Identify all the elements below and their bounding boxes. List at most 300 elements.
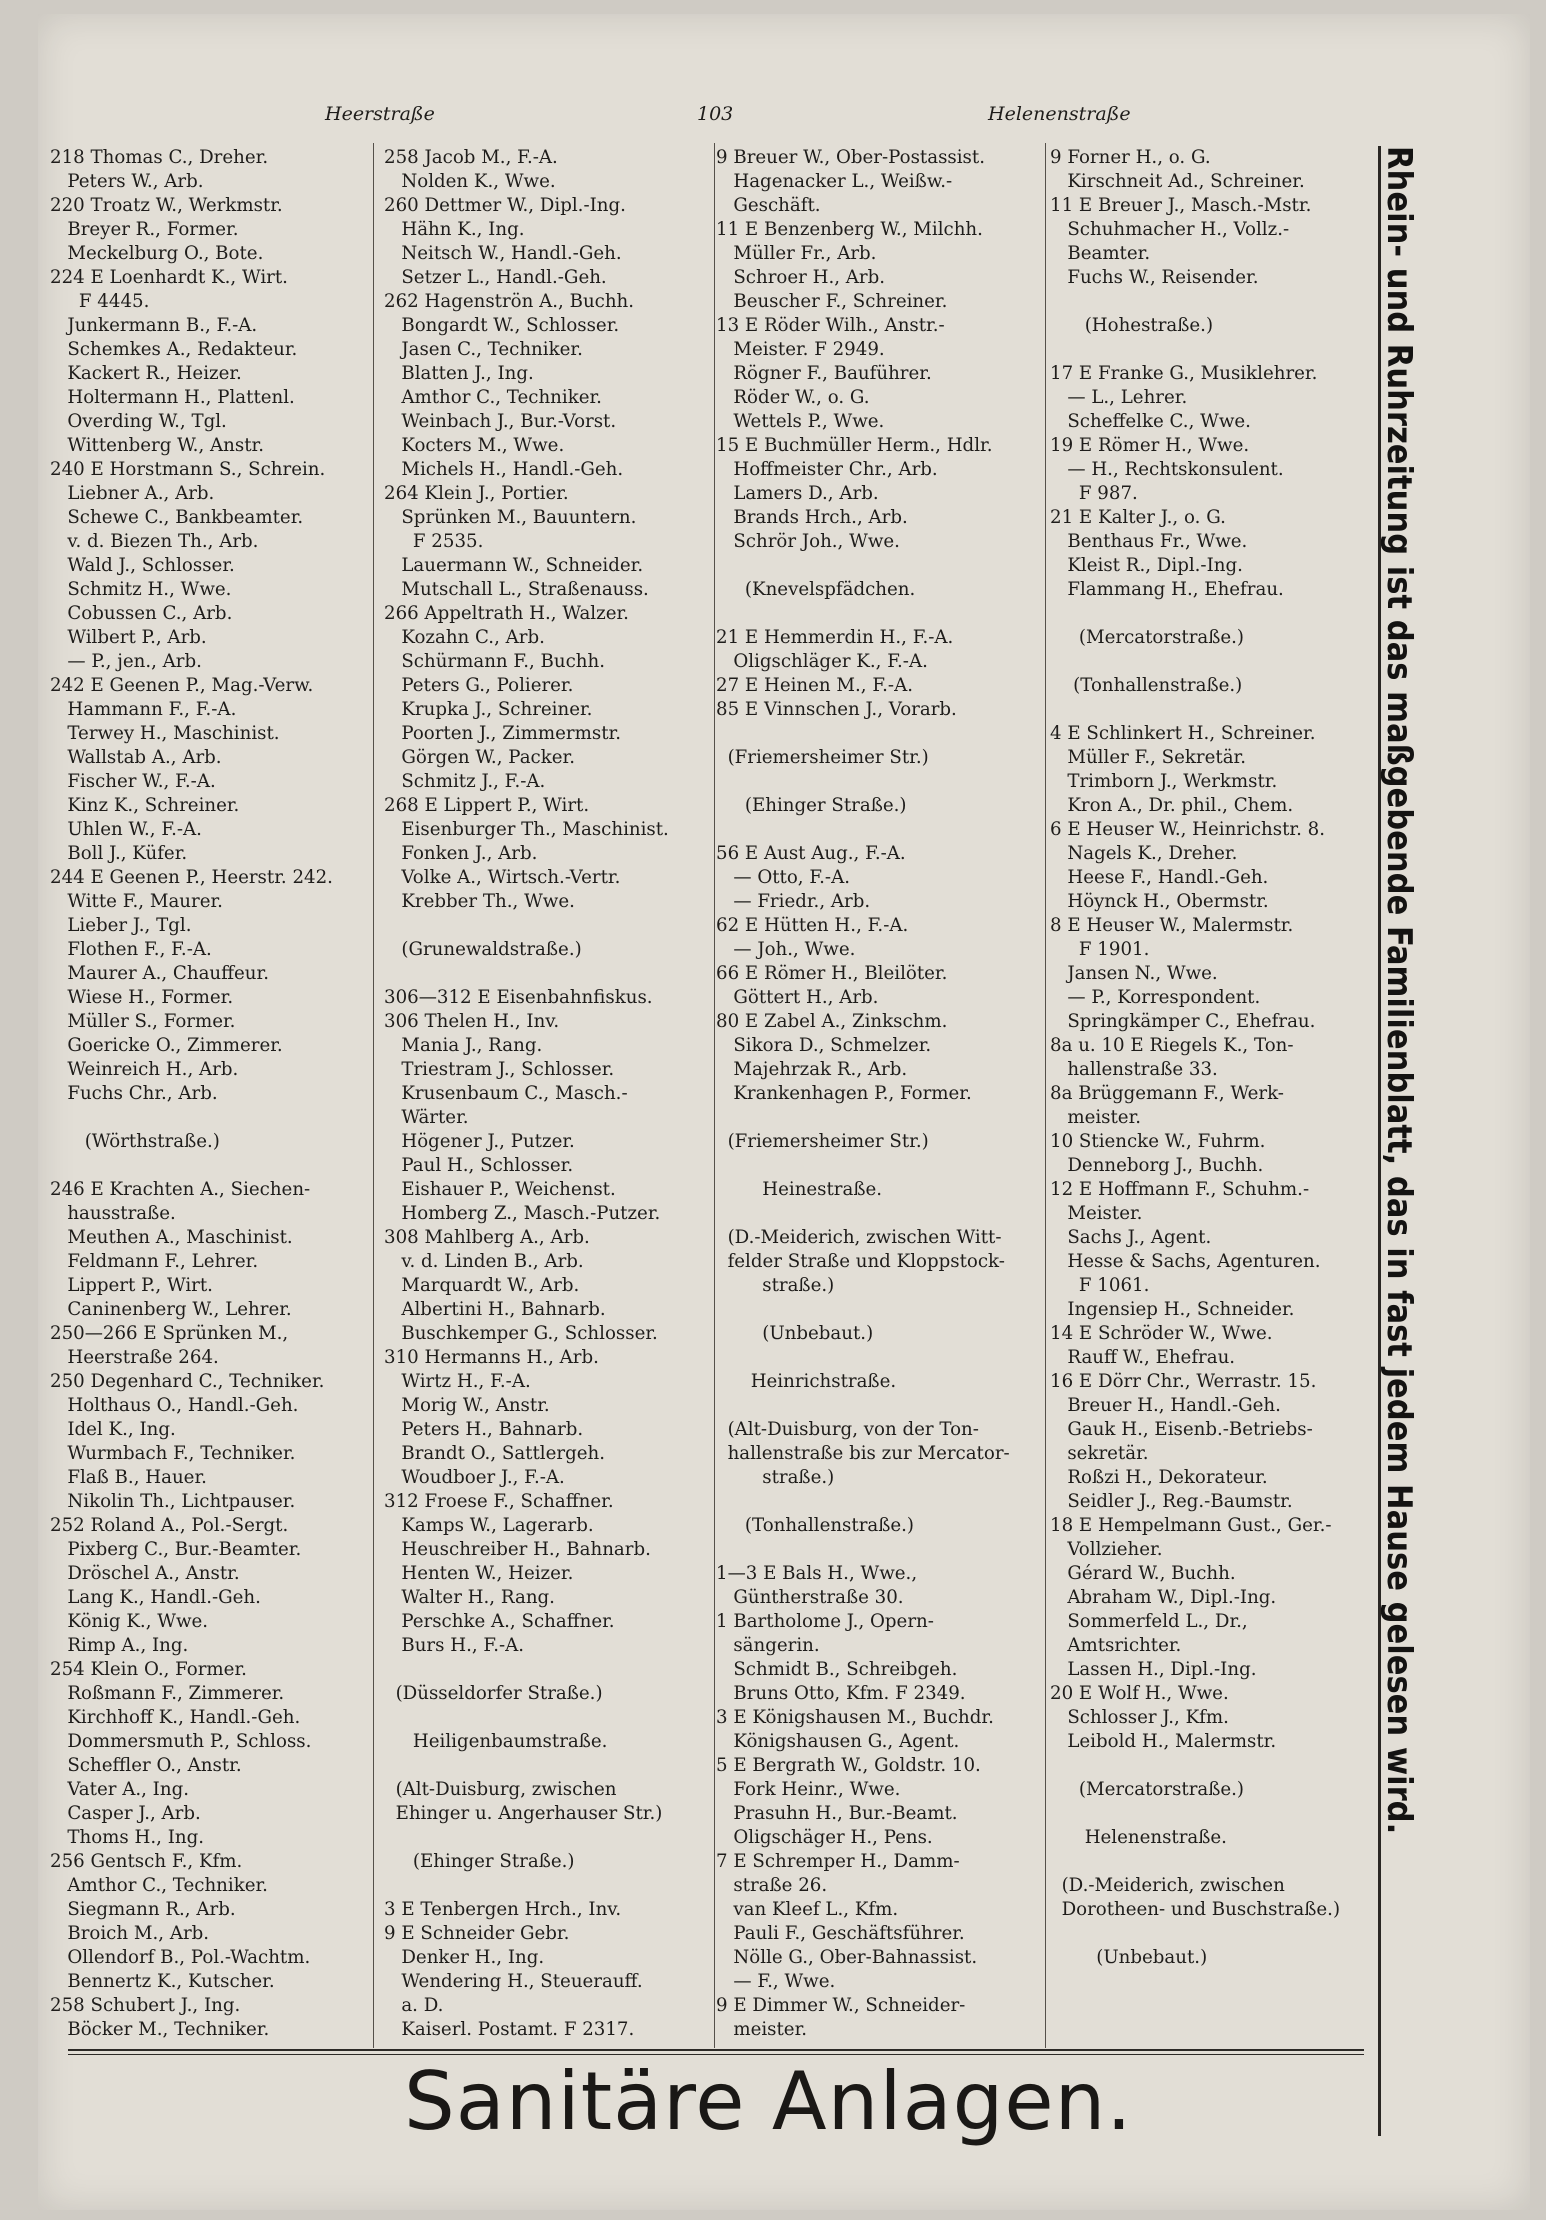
directory-line: Vollzieher. <box>1050 1539 1163 1560</box>
header-right-street: Helenenstraße <box>988 103 1131 125</box>
directory-line <box>716 818 1044 842</box>
directory-line: Heinestraße. <box>716 1179 883 1200</box>
directory-line: 224 E Loenhardt K., Wirt. <box>50 267 288 288</box>
directory-line: Weinbach J., Bur.-Vorst. <box>384 411 617 432</box>
directory-line: Rauff W., Ehefrau. <box>1050 1347 1236 1368</box>
directory-line: Heerstraße 264. <box>50 1347 219 1368</box>
directory-line: Schürmann F., Buchh. <box>384 651 606 672</box>
directory-line: Gérard W., Buchh. <box>1050 1563 1236 1584</box>
directory-line: Setzer L., Handl.-Geh. <box>384 267 607 288</box>
directory-line: Lippert P., Wirt. <box>50 1275 213 1296</box>
directory-line <box>716 1346 1044 1370</box>
directory-line: Breuer H., Handl.-Geh. <box>1050 1395 1281 1416</box>
directory-line: Fork Heinr., Wwe. <box>716 1779 901 1800</box>
directory-line: (Mercatorstraße.) <box>1050 1779 1245 1800</box>
directory-line: Majehrzak R., Arb. <box>716 1059 908 1080</box>
directory-line: sängerin. <box>716 1635 820 1656</box>
directory-line <box>1050 338 1378 362</box>
directory-line <box>384 962 712 986</box>
directory-line: Fischer W., F.-A. <box>50 771 216 792</box>
directory-line <box>716 1298 1044 1322</box>
directory-line: Casper J., Arb. <box>50 1803 201 1824</box>
column-1 <box>50 146 372 2042</box>
directory-line: 266 Appeltrath H., Walzer. <box>384 603 629 624</box>
directory-line: Müller Fr., Arb. <box>716 243 877 264</box>
directory-line: Nikolin Th., Lichtpauser. <box>50 1491 296 1512</box>
directory-line: Bruns Otto, Kfm. F 2349. <box>716 1683 966 1704</box>
vertical-advertisement: Rhein- und Ruhrzeitung ist das maßgebende Familienblatt, das in fast jedem Hause gelesen wird. <box>1379 146 1419 1835</box>
directory-line: Bennertz K., Kutscher. <box>50 1971 275 1992</box>
directory-line: 250 Degenhard C., Techniker. <box>50 1371 325 1392</box>
directory-line: Albertini H., Bahnarb. <box>384 1299 606 1320</box>
directory-line: 244 E Geenen P., Heerstr. 242. <box>50 867 333 888</box>
directory-line: Beamter. <box>1050 243 1151 264</box>
directory-line <box>1050 290 1378 314</box>
directory-line: — Friedr., Arb. <box>716 891 871 912</box>
directory-line: Benthaus Fr., Wwe. <box>1050 531 1248 552</box>
directory-line: Amthor C., Techniker. <box>50 1875 268 1896</box>
directory-line: Buschkemper G., Schlosser. <box>384 1323 658 1344</box>
directory-line: Müller F., Sekretär. <box>1050 747 1247 768</box>
directory-line: (Unbebaut.) <box>1050 1947 1208 1968</box>
directory-line: van Kleef L., Kfm. <box>716 1899 899 1920</box>
directory-line: Feldmann F., Lehrer. <box>50 1251 259 1272</box>
directory-line: Röder W., o. G. <box>716 387 870 408</box>
directory-line: Goericke O., Zimmerer. <box>50 1035 283 1056</box>
directory-line: Flothen F., F.-A. <box>50 939 212 960</box>
directory-line: Ehinger u. Angerhauser Str.) <box>384 1803 663 1824</box>
directory-line: Volke A., Wirtsch.-Vertr. <box>384 867 621 888</box>
directory-line: 66 E Römer H., Bleilöter. <box>716 963 948 984</box>
directory-line: 312 Froese F., Schaffner. <box>384 1491 614 1512</box>
directory-line: Sprünken M., Bauuntern. <box>384 507 637 528</box>
directory-line <box>384 1826 712 1850</box>
directory-line: Schrör Joh., Wwe. <box>716 531 900 552</box>
directory-line: Jasen C., Techniker. <box>384 339 583 360</box>
directory-line: Fuchs W., Reisender. <box>1050 267 1259 288</box>
directory-line: Wurmbach F., Techniker. <box>50 1443 296 1464</box>
directory-line: Junkermann B., F.-A. <box>50 315 258 336</box>
directory-line: Triestram J., Schlosser. <box>384 1059 615 1080</box>
directory-line: 11 E Benzenberg W., Milchh. <box>716 219 983 240</box>
directory-line: Kozahn C., Arb. <box>384 627 545 648</box>
directory-line <box>716 602 1044 626</box>
directory-line: Boll J., Küfer. <box>50 843 188 864</box>
directory-line: Eisenburger Th., Maschinist. <box>384 819 669 840</box>
directory-line: F 987. <box>1050 483 1138 504</box>
directory-line: Meister. F 2949. <box>716 339 885 360</box>
directory-line: Homberg Z., Masch.-Putzer. <box>384 1203 661 1224</box>
directory-line: Schuhmacher H., Vollz.- <box>1050 219 1290 240</box>
directory-line: 256 Gentsch F., Kfm. <box>50 1851 243 1872</box>
directory-line: 14 E Schröder W., Wwe. <box>1050 1323 1273 1344</box>
directory-line: straße.) <box>716 1275 835 1296</box>
directory-line: Kleist R., Dipl.-Ing. <box>1050 555 1243 576</box>
directory-line: Roßmann F., Zimmerer. <box>50 1683 285 1704</box>
directory-line: 258 Schubert J., Ing. <box>50 1995 241 2016</box>
directory-line: 254 Klein O., Former. <box>50 1659 247 1680</box>
header-left-street: Heerstraße <box>325 103 435 125</box>
directory-line: 8 E Heuser W., Malermstr. <box>1050 915 1294 936</box>
directory-line: Poorten J., Zimmermstr. <box>384 723 621 744</box>
directory-line: (Alt-Duisburg, zwischen <box>384 1779 617 1800</box>
directory-line: (Ehinger Straße.) <box>384 1851 575 1872</box>
directory-line: 258 Jacob M., F.-A. <box>384 147 558 168</box>
directory-line: 308 Mahlberg A., Arb. <box>384 1227 590 1248</box>
directory-line: (D.-Meiderich, zwischen <box>1050 1875 1285 1896</box>
directory-line: Wärter. <box>384 1107 469 1128</box>
directory-line: (Tonhallenstraße.) <box>1050 675 1243 696</box>
directory-line: Paul H., Schlosser. <box>384 1155 574 1176</box>
directory-line: Lassen H., Dipl.-Ing. <box>1050 1659 1257 1680</box>
directory-line: Sommerfeld L., Dr., <box>1050 1611 1248 1632</box>
directory-line: Heinrichstraße. <box>716 1371 897 1392</box>
directory-line: — P., jen., Arb. <box>50 651 202 672</box>
directory-line: Terwey H., Maschinist. <box>50 723 280 744</box>
directory-line <box>1050 1802 1378 1826</box>
directory-line <box>384 1706 712 1730</box>
directory-line: 27 E Heinen M., F.-A. <box>716 675 913 696</box>
directory-line: 21 E Hemmerdin H., F.-A. <box>716 627 954 648</box>
directory-line: Fonken J., Arb. <box>384 843 538 864</box>
directory-line <box>384 1874 712 1898</box>
directory-line: Idel K., Ing. <box>50 1419 176 1440</box>
directory-line: Dorotheen- und Buschstraße.) <box>1050 1899 1341 1920</box>
directory-line: Fuchs Chr., Arb. <box>50 1083 218 1104</box>
directory-line: Holthaus O., Handl.-Geh. <box>50 1395 299 1416</box>
directory-line: v. d. Linden B., Arb. <box>384 1251 584 1272</box>
directory-line: Springkämper C., Ehefrau. <box>1050 1011 1316 1032</box>
directory-line: Denker H., Ing. <box>384 1947 545 1968</box>
directory-line: Scheffelke C., Wwe. <box>1050 411 1251 432</box>
directory-line: Broich M., Arb. <box>50 1923 210 1944</box>
directory-line: sekretär. <box>1050 1443 1149 1464</box>
directory-line: 9 Breuer W., Ober-Postassist. <box>716 147 985 168</box>
directory-line: Maurer A., Chauffeur. <box>50 963 269 984</box>
directory-line: Breyer R., Former. <box>50 219 239 240</box>
directory-line: (Düsseldorfer Straße.) <box>384 1683 603 1704</box>
directory-line: Peters W., Arb. <box>50 171 204 192</box>
directory-line: 218 Thomas C., Dreher. <box>50 147 269 168</box>
directory-line: Krebber Th., Wwe. <box>384 891 575 912</box>
column-4 <box>1050 146 1378 1970</box>
directory-line: Schewe C., Bankbeamter. <box>50 507 304 528</box>
directory-line: 11 E Breuer J., Masch.-Mstr. <box>1050 195 1312 216</box>
directory-line: Oligschäger H., Pens. <box>716 1827 933 1848</box>
directory-line: Höynck H., Obermstr. <box>1050 891 1269 912</box>
directory-line: Siegmann R., Arb. <box>50 1899 236 1920</box>
directory-line: 250—266 E Sprünken M., <box>50 1323 289 1344</box>
directory-line: Denneborg J., Buchh. <box>1050 1155 1264 1176</box>
directory-line: 310 Hermanns H., Arb. <box>384 1347 599 1368</box>
directory-line: Bongardt W., Schlosser. <box>384 315 620 336</box>
directory-line: Wettels P., Wwe. <box>716 411 885 432</box>
directory-line: 240 E Horstmann S., Schrein. <box>50 459 326 480</box>
directory-line: 56 E Aust Aug., F.-A. <box>716 843 906 864</box>
directory-line <box>1050 650 1378 674</box>
directory-line <box>716 1490 1044 1514</box>
directory-line: Kaiserl. Postamt. F 2317. <box>384 2019 635 2040</box>
directory-line: straße.) <box>716 1467 835 1488</box>
directory-line: 20 E Wolf H., Wwe. <box>1050 1683 1229 1704</box>
directory-line: Prasuhn H., Bur.-Beamt. <box>716 1803 958 1824</box>
directory-line: (Friemersheimer Str.) <box>716 1131 929 1152</box>
directory-line: — F., Wwe. <box>716 1971 836 1992</box>
directory-line: 19 E Römer H., Wwe. <box>1050 435 1250 456</box>
directory-line: Wendering H., Steuerauff. <box>384 1971 643 1992</box>
column-3 <box>716 146 1044 2042</box>
directory-line <box>716 554 1044 578</box>
directory-line <box>716 1154 1044 1178</box>
directory-line: Heuschreiber H., Bahnarb. <box>384 1539 651 1560</box>
directory-line: Weinreich H., Arb. <box>50 1059 239 1080</box>
directory-line <box>384 914 712 938</box>
directory-line: 252 Roland A., Pol.-Sergt. <box>50 1515 289 1536</box>
directory-line: Ollendorf B., Pol.-Wachtm. <box>50 1947 311 1968</box>
directory-line: Thoms H., Ing. <box>50 1827 205 1848</box>
directory-line <box>384 1754 712 1778</box>
directory-line <box>716 1538 1044 1562</box>
directory-line: 7 E Schremper H., Damm- <box>716 1851 960 1872</box>
directory-line: 62 E Hütten H., F.-A. <box>716 915 909 936</box>
directory-line: 15 E Buchmüller Herm., Hdlr. <box>716 435 993 456</box>
directory-line: (Ehinger Straße.) <box>716 795 907 816</box>
directory-line: Böcker M., Techniker. <box>50 2019 270 2040</box>
directory-line: Mutschall L., Straßenauss. <box>384 579 649 600</box>
directory-line: meister. <box>716 2019 808 2040</box>
directory-line: (Friemersheimer Str.) <box>716 747 929 768</box>
directory-line <box>1050 602 1378 626</box>
directory-line: (Grunewaldstraße.) <box>384 939 582 960</box>
column-2 <box>384 146 712 2042</box>
directory-line: (Hohestraße.) <box>1050 315 1214 336</box>
directory-line: 9 E Schneider Gebr. <box>384 1923 570 1944</box>
directory-line: Högener J., Putzer. <box>384 1131 575 1152</box>
directory-line: Görgen W., Packer. <box>384 747 575 768</box>
directory-line: a. D. <box>384 1995 444 2016</box>
directory-line: Wittenberg W., Anstr. <box>50 435 264 456</box>
directory-line: 80 E Zabel A., Zinkschm. <box>716 1011 948 1032</box>
directory-line: (Tonhallenstraße.) <box>716 1515 915 1536</box>
directory-line: 260 Dettmer W., Dipl.-Ing. <box>384 195 626 216</box>
directory-line: 262 Hagenströn A., Buchh. <box>384 291 635 312</box>
directory-line: Schmidt B., Schreibgeh. <box>716 1659 958 1680</box>
directory-line: Geschäft. <box>716 195 821 216</box>
directory-line: Holtermann H., Plattenl. <box>50 387 295 408</box>
page-number: 103 <box>697 103 734 125</box>
directory-line: Sikora D., Schmelzer. <box>716 1035 932 1056</box>
directory-line: 220 Troatz W., Werkmstr. <box>50 195 283 216</box>
directory-line: Overding W., Tgl. <box>50 411 227 432</box>
directory-line: Brands Hrch., Arb. <box>716 507 908 528</box>
directory-line: 3 E Tenbergen Hrch., Inv. <box>384 1899 622 1920</box>
directory-line: 12 E Hoffmann F., Schuhm.- <box>1050 1179 1310 1200</box>
directory-line: Lieber J., Tgl. <box>50 915 192 936</box>
directory-line <box>384 1658 712 1682</box>
directory-line: Caninenberg W., Lehrer. <box>50 1299 292 1320</box>
directory-line: 21 E Kalter J., o. G. <box>1050 507 1226 528</box>
directory-line: Krupka J., Schreiner. <box>384 699 593 720</box>
directory-line: 9 Forner H., o. G. <box>1050 147 1211 168</box>
directory-line: 85 E Vinnschen J., Vorarb. <box>716 699 957 720</box>
directory-line: Wilbert P., Arb. <box>50 627 207 648</box>
directory-line: Helenenstraße. <box>1050 1827 1227 1848</box>
directory-line: Lang K., Handl.-Geh. <box>50 1587 261 1608</box>
directory-line: Kinz K., Schreiner. <box>50 795 240 816</box>
directory-line: Hoffmeister Chr., Arb. <box>716 459 938 480</box>
directory-line: Witte F., Maurer. <box>50 891 223 912</box>
directory-line: 306 Thelen H., Inv. <box>384 1011 560 1032</box>
directory-line: Meckelburg O., Bote. <box>50 243 264 264</box>
directory-line: 9 E Dimmer W., Schneider- <box>716 1995 966 2016</box>
directory-line: Schemkes A., Redakteur. <box>50 339 298 360</box>
directory-line: F 1061. <box>1050 1275 1150 1296</box>
directory-line: — Joh., Wwe. <box>716 939 856 960</box>
directory-line: Roßzi H., Dekorateur. <box>1050 1467 1268 1488</box>
directory-line: Flammang H., Ehefrau. <box>1050 579 1284 600</box>
directory-line: Schlosser J., Kfm. <box>1050 1707 1229 1728</box>
directory-line: (D.-Meiderich, zwischen Witt- <box>716 1227 1002 1248</box>
directory-line: Eishauer P., Weichenst. <box>384 1179 616 1200</box>
directory-line: Brandt O., Sattlergeh. <box>384 1443 605 1464</box>
directory-line: Pauli F., Geschäftsführer. <box>716 1923 965 1944</box>
directory-line: Krusenbaum C., Masch.- <box>384 1083 628 1104</box>
directory-line: Morig W., Anstr. <box>384 1395 550 1416</box>
directory-line: hallenstraße 33. <box>1050 1059 1218 1080</box>
directory-line: (Alt-Duisburg, von der Ton- <box>716 1419 979 1440</box>
directory-line: 4 E Schlinkert H., Schreiner. <box>1050 723 1316 744</box>
directory-line: Peters G., Polierer. <box>384 675 574 696</box>
column-divider <box>714 143 715 2048</box>
directory-line: Meister. <box>1050 1203 1143 1224</box>
directory-line: König K., Wwe. <box>50 1611 209 1632</box>
directory-line: 16 E Dörr Chr., Werrastr. 15. <box>1050 1371 1317 1392</box>
directory-line: (Knevelspfädchen. <box>716 579 916 600</box>
directory-line: Hesse & Sachs, Agenturen. <box>1050 1251 1321 1272</box>
directory-line: Krankenhagen P., Former. <box>716 1083 972 1104</box>
directory-line: Kirchhoff K., Handl.-Geh. <box>50 1707 301 1728</box>
footer-rule-top <box>68 2049 1364 2051</box>
directory-line: Marquardt W., Arb. <box>384 1275 580 1296</box>
directory-line: 1—3 E Bals H., Wwe., <box>716 1563 918 1584</box>
directory-line: 268 E Lippert P., Wirt. <box>384 795 590 816</box>
directory-line: Oligschläger K., F.-A. <box>716 651 928 672</box>
directory-line: Kocters M., Wwe. <box>384 435 565 456</box>
directory-line: meister. <box>1050 1107 1142 1128</box>
footer-advertisement: Sanitäre Anlagen. <box>404 2055 1133 2148</box>
directory-line: 264 Klein J., Portier. <box>384 483 569 504</box>
directory-line: Heese F., Handl.-Geh. <box>1050 867 1269 888</box>
directory-line: Ingensiep H., Schneider. <box>1050 1299 1295 1320</box>
directory-line: 13 E Röder Wilh., Anstr.- <box>716 315 945 336</box>
directory-line: Lauermann W., Schneider. <box>384 555 644 576</box>
directory-line: 10 Stiencke W., Fuhrm. <box>1050 1131 1266 1152</box>
directory-line: Wirtz H., F.-A. <box>384 1371 531 1392</box>
directory-line: F 2535. <box>384 531 484 552</box>
directory-line: (Mercatorstraße.) <box>1050 627 1245 648</box>
directory-line: 306—312 E Eisenbahnfiskus. <box>384 987 653 1008</box>
directory-line: Rögner F., Bauführer. <box>716 363 932 384</box>
directory-line: Seidler J., Reg.-Baumstr. <box>1050 1491 1293 1512</box>
directory-line <box>716 1202 1044 1226</box>
directory-line: straße 26. <box>716 1875 828 1896</box>
directory-line: Pixberg C., Bur.-Beamter. <box>50 1539 302 1560</box>
directory-line: 5 E Bergrath W., Goldstr. 10. <box>716 1755 981 1776</box>
directory-line: Beuscher F., Schreiner. <box>716 291 948 312</box>
directory-line: Dommersmuth P., Schloss. <box>50 1731 312 1752</box>
directory-line: Kirschneit Ad., Schreiner. <box>1050 171 1305 192</box>
directory-line: Abraham W., Dipl.-Ing. <box>1050 1587 1277 1608</box>
directory-line: hausstraße. <box>50 1203 176 1224</box>
directory-line: 18 E Hempelmann Gust., Ger.- <box>1050 1515 1332 1536</box>
directory-line: Jansen N., Wwe. <box>1050 963 1218 984</box>
directory-line: — P., Korrespondent. <box>1050 987 1261 1008</box>
directory-line: Sachs J., Agent. <box>1050 1227 1212 1248</box>
directory-line: 17 E Franke G., Musiklehrer. <box>1050 363 1318 384</box>
directory-line: Hagenacker L., Weißw.- <box>716 171 953 192</box>
directory-line <box>50 1154 372 1178</box>
directory-line: Wiese H., Former. <box>50 987 234 1008</box>
directory-line: Kron A., Dr. phil., Chem. <box>1050 795 1294 816</box>
directory-line: Schroer H., Arb. <box>716 267 886 288</box>
directory-line: Blatten J., Ing. <box>384 363 534 384</box>
directory-line: (Unbebaut.) <box>716 1323 874 1344</box>
column-divider <box>373 143 374 2048</box>
directory-line: Königshausen G., Agent. <box>716 1731 960 1752</box>
directory-line: F 1901. <box>1050 939 1150 960</box>
directory-line: Meuthen A., Maschinist. <box>50 1227 293 1248</box>
directory-line: Schmitz J., F.-A. <box>384 771 546 792</box>
directory-line: Gauk H., Eisenb.-Betriebs- <box>1050 1419 1313 1440</box>
directory-line <box>1050 698 1378 722</box>
directory-line: Leibold H., Malermstr. <box>1050 1731 1277 1752</box>
directory-line: Burs H., F.-A. <box>384 1635 525 1656</box>
directory-line: 1 Bartholome J., Opern- <box>716 1611 934 1632</box>
directory-line: Dröschel A., Anstr. <box>50 1563 240 1584</box>
directory-line: Liebner A., Arb. <box>50 483 215 504</box>
directory-line: Heiligenbaumstraße. <box>384 1731 608 1752</box>
directory-line: v. d. Biezen Th., Arb. <box>50 531 259 552</box>
directory-line: 3 E Königshausen M., Buchdr. <box>716 1707 994 1728</box>
directory-line: Peters H., Bahnarb. <box>384 1419 584 1440</box>
directory-line: — L., Lehrer. <box>1050 387 1188 408</box>
directory-line: Michels H., Handl.-Geh. <box>384 459 624 480</box>
directory-line: Müller S., Former. <box>50 1011 236 1032</box>
directory-line: Woudboer J., F.-A. <box>384 1467 565 1488</box>
directory-line: Rimp A., Ing. <box>50 1635 189 1656</box>
directory-line: Göttert H., Arb. <box>716 987 879 1008</box>
directory-line: Wald J., Schlosser. <box>50 555 235 576</box>
directory-line: Güntherstraße 30. <box>716 1587 904 1608</box>
directory-line: Mania J., Rang. <box>384 1035 543 1056</box>
directory-line <box>716 770 1044 794</box>
directory-line: Hähn K., Ing. <box>384 219 525 240</box>
directory-line: Walter H., Rang. <box>384 1587 555 1608</box>
directory-line: Neitsch W., Handl.-Geh. <box>384 243 622 264</box>
directory-line: Nolden K., Wwe. <box>384 171 556 192</box>
directory-line: Wallstab A., Arb. <box>50 747 222 768</box>
directory-line: Nagels K., Dreher. <box>1050 843 1238 864</box>
directory-line <box>50 1106 372 1130</box>
directory-line: Cobussen C., Arb. <box>50 603 233 624</box>
directory-line: Henten W., Heizer. <box>384 1563 574 1584</box>
directory-line <box>1050 1754 1378 1778</box>
directory-line: Hammann F., F.-A. <box>50 699 237 720</box>
directory-line: Trimborn J., Werkmstr. <box>1050 771 1278 792</box>
directory-line: Schmitz H., Wwe. <box>50 579 232 600</box>
directory-line: felder Straße und Kloppstock- <box>716 1251 1005 1272</box>
directory-line: Perschke A., Schaffner. <box>384 1611 615 1632</box>
